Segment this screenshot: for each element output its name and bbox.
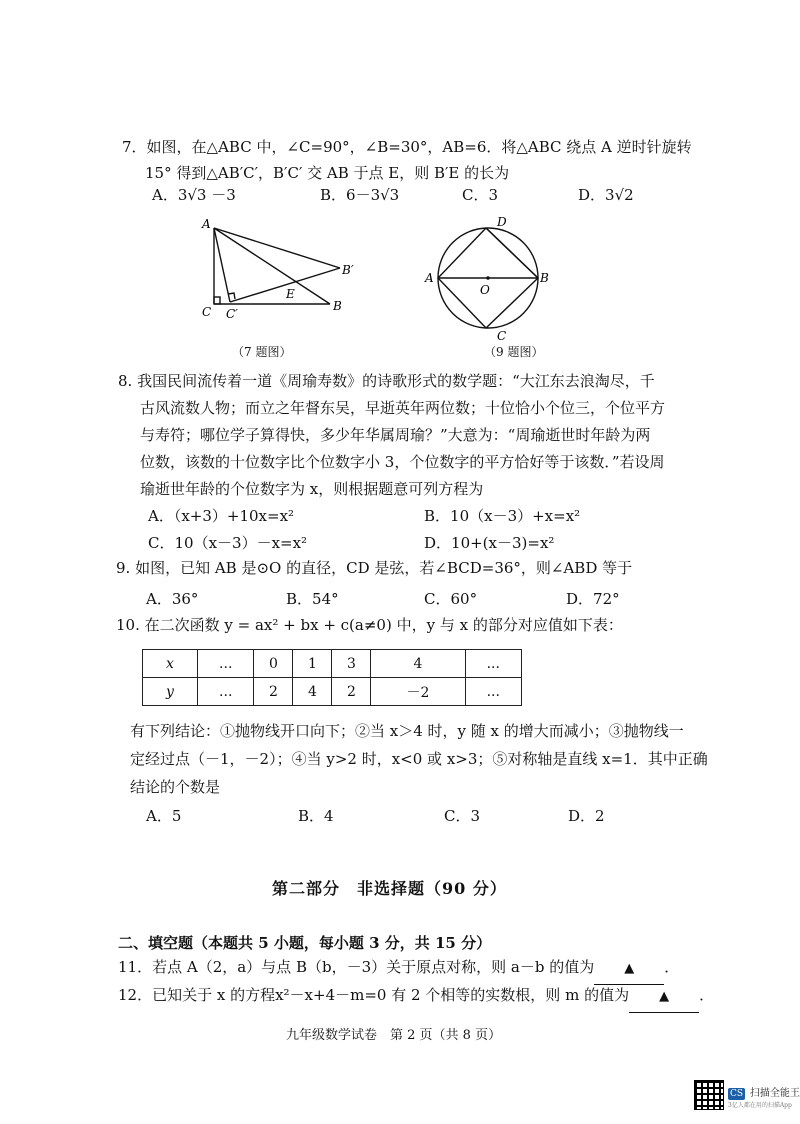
- q7-label-c: C: [202, 305, 212, 319]
- q9-circle-figure: [420, 212, 560, 344]
- q7-line1: 7．如图，在△ABC 中，∠C=90°，∠B=30°，AB=6．将△ABC 绕点 A 逆时针旋转: [122, 138, 692, 156]
- table-cell: 2: [332, 678, 371, 706]
- table-cell: 3: [332, 650, 371, 678]
- q9-option-d: D．72°: [566, 590, 620, 608]
- q11-text: 11．若点 A（2，a）与点 B（b，－3）关于原点对称，则 a－b 的值为: [118, 958, 595, 976]
- cs-logo-icon: CS: [730, 1088, 744, 1099]
- q7-triangle-figure: [190, 212, 370, 332]
- q9-option-c: C．60°: [424, 590, 478, 608]
- table-cell: ...: [465, 650, 522, 678]
- q9-caption: （9 题图）: [484, 345, 544, 359]
- q8-option-a: A．（x+3）+10x=x²: [148, 507, 295, 525]
- table-cell: ...: [198, 650, 254, 678]
- table-cell: ...: [465, 678, 522, 706]
- watermark-app-name: 扫描全能王: [749, 1087, 800, 1099]
- q10-option-a: A．5: [146, 807, 182, 825]
- q12-period: ．: [699, 986, 715, 1004]
- table-cell: ...: [198, 678, 254, 706]
- q7-label-c-prime: C′: [226, 307, 238, 321]
- q7-label-e: E: [286, 287, 295, 301]
- table-row: [143, 678, 522, 706]
- q10-option-d: D．2: [568, 807, 605, 825]
- q10-conclusion-line3: 结论的个数是: [130, 778, 221, 796]
- qr-code-icon: [694, 1080, 724, 1110]
- table-cell: 4: [293, 678, 332, 706]
- table-cell: 0: [254, 650, 293, 678]
- q7-option-d: D．3√2: [578, 186, 634, 204]
- q8-option-b: B．10（x－3）+x=x²: [424, 507, 581, 525]
- page-footer: 九年级数学试卷 第 2 页（共 8 页）: [286, 1028, 502, 1043]
- triangle-icon: ▲: [624, 961, 635, 976]
- table-cell: 4: [371, 650, 465, 678]
- q7-option-c: C．3: [462, 186, 499, 204]
- watermark-text-block: [728, 1082, 800, 1109]
- q9-line: 9. 如图，已知 AB 是⊙O 的直径，CD 是弦，若∠BCD=36°，则∠ABD 等于: [116, 559, 633, 577]
- q9-label-o: O: [480, 283, 490, 297]
- q10-option-c: C．3: [444, 807, 481, 825]
- q7-caption: （7 题图）: [232, 345, 292, 359]
- q8-line5: 瑜逝世年龄的个位数字为 x，则根据题意可列方程为: [140, 480, 484, 498]
- q9-option-a: A．36°: [146, 590, 199, 608]
- q8-line1: 8. 我国民间流传着一道《周瑜寿数》的诗歌形式的数学题：“大江东去浪淘尽，千: [118, 372, 655, 390]
- table-cell: 1: [293, 650, 332, 678]
- q10-value-table: [142, 649, 522, 706]
- table-cell: x: [143, 650, 198, 678]
- table-cell: y: [143, 678, 198, 706]
- table-cell: 2: [254, 678, 293, 706]
- table-row: [143, 650, 522, 678]
- q9-option-b: B．54°: [286, 590, 339, 608]
- table-cell: －2: [371, 678, 465, 706]
- q7-option-b: B．6－3√3: [320, 186, 400, 204]
- q12-text: 12．已知关于 x 的方程x²－x+4－m=0 有 2 个相等的实数根，则 m 的值为: [118, 986, 630, 1004]
- part2-title: 第二部分 非选择题（90 分）: [272, 879, 507, 898]
- q7-label-b: B: [333, 299, 342, 313]
- q10-line: 10. 在二次函数 y = ax² + bx + c(a≠0) 中，y 与 x 的部分对应值如下表：: [116, 616, 623, 634]
- q9-label-d: D: [497, 215, 507, 229]
- q8-option-c: C．10（x－3）－x=x²: [148, 534, 308, 552]
- q8-option-d: D．10+(x－3)=x²: [424, 534, 555, 552]
- q12-answer-blank[interactable]: [629, 980, 699, 1013]
- q9-label-a: A: [425, 271, 434, 285]
- q9-label-c: C: [497, 329, 507, 343]
- q9-label-b: B: [540, 271, 549, 285]
- q8-line4: 位数，该数的十位数字比个位数字小 3，个位数字的平方恰好等于该数．”若设周: [140, 453, 665, 471]
- q7-label-b-prime: B′: [342, 263, 354, 277]
- q11-period: ．: [664, 958, 680, 976]
- q8-line3: 与寿符；哪位学子算得快，多少年华属周瑜？”大意为：“周瑜逝世时年龄为两: [140, 426, 651, 444]
- triangle-icon: ▲: [659, 989, 670, 1004]
- watermark-subtitle: 3亿人都在用的扫描App: [728, 1101, 792, 1109]
- scanner-watermark: [694, 1080, 800, 1110]
- q7-line2: 15° 得到△AB′C′，B′C′ 交 AB 于点 E，则 B′E 的长为: [145, 164, 510, 182]
- q8-line2: 古风流数人物；而立之年督东吴，早逝英年两位数；十位恰小个位三，个位平方: [140, 399, 666, 417]
- q10-conclusion-line1: 有下列结论：①抛物线开口向下；②当 x＞4 时，y 随 x 的增大而减小；③抛物线一: [130, 722, 684, 740]
- q10-option-b: B．4: [298, 807, 334, 825]
- section2-title: 二、填空题（本题共 5 小题，每小题 3 分，共 15 分）: [118, 934, 492, 952]
- q10-conclusion-line2: 定经过点（－1，－2）；④当 y>2 时，x<0 或 x>3；⑤对称轴是直线 x=1．其中正确: [130, 750, 708, 768]
- q7-label-a: A: [202, 217, 211, 231]
- q12-line: [118, 980, 714, 1013]
- q7-option-a: A．3√3 －3: [152, 186, 236, 204]
